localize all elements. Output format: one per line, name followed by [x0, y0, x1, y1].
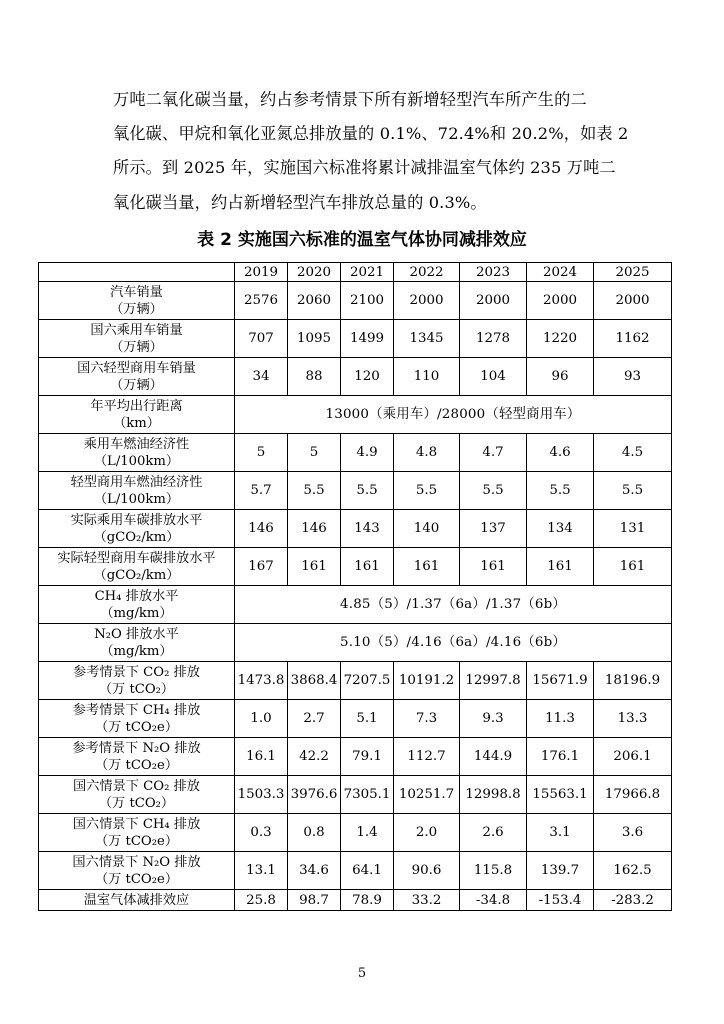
row-label-line: （mg/km） [100, 643, 173, 659]
value-cell: 4.5 [594, 434, 672, 472]
value-cell: 176.1 [527, 738, 594, 776]
value-cell: 34 [235, 358, 288, 396]
value-cell: -153.4 [527, 890, 594, 911]
row-label-line: （gCO₂/km） [93, 529, 180, 545]
value-cell: 0.8 [288, 814, 341, 852]
value-cell: 90.6 [394, 852, 460, 890]
value-cell: 1499 [341, 320, 394, 358]
paragraph-line: 氧化碳当量，约占新增轻型汽车排放总量的 0.3%。 [113, 192, 487, 212]
row-label-line: 温室气体减排效应 [83, 892, 190, 908]
row-label-cell [39, 358, 235, 396]
paragraph-line: 所示。到 2025 年，实施国六标准将累计减排温室气体约 235 万吨二 [113, 158, 616, 178]
year-header: 2019 [235, 263, 288, 282]
row-label-cell [39, 282, 235, 320]
value-cell: 5.5 [394, 472, 460, 510]
merged-value-cell: 13000（乘用车）/28000（轻型商用车） [235, 396, 672, 434]
row-label-line: 国六情景下 N₂O 排放 [72, 854, 201, 870]
value-cell: 143 [341, 510, 394, 548]
value-cell: 98.7 [288, 890, 341, 911]
table-row [39, 472, 672, 510]
table-row [39, 282, 672, 320]
value-cell: 1345 [394, 320, 460, 358]
value-cell: 2000 [460, 282, 527, 320]
value-cell: 3.6 [594, 814, 672, 852]
row-label-line: （万 tCO₂e） [94, 833, 179, 849]
year-header: 2025 [594, 263, 672, 282]
value-cell: 120 [341, 358, 394, 396]
row-label-line: 国六轻型商用车销量 [77, 360, 196, 376]
row-label-line: 国六情景下 CH₄ 排放 [72, 816, 201, 832]
row-label-cell [39, 852, 235, 890]
value-cell: 161 [594, 548, 672, 586]
value-cell: 4.9 [341, 434, 394, 472]
row-label-line: （L/100km） [93, 453, 180, 469]
year-header: 2021 [341, 263, 394, 282]
value-cell: 2.6 [460, 814, 527, 852]
row-label-line: 汽车销量 [110, 284, 163, 300]
value-cell: 2.0 [394, 814, 460, 852]
table-header-row [39, 263, 672, 282]
value-cell: 33.2 [394, 890, 460, 911]
value-cell: 137 [460, 510, 527, 548]
header-corner-cell [39, 263, 235, 282]
value-cell: 110 [394, 358, 460, 396]
paragraph-line: 万吨二氧化碳当量，约占参考情景下所有新增轻型汽车所产生的二 [113, 90, 587, 109]
value-cell: 1220 [527, 320, 594, 358]
value-cell: 3.1 [527, 814, 594, 852]
value-cell: 1162 [594, 320, 672, 358]
row-label-cell [39, 586, 235, 624]
value-cell: 139.7 [527, 852, 594, 890]
value-cell: 10191.2 [394, 662, 460, 700]
value-cell: 13.1 [235, 852, 288, 890]
row-label-line: （万 tCO₂） [98, 681, 175, 697]
row-label-cell [39, 434, 235, 472]
paragraph-line: 氧化碳、甲烷和氧化亚氮总排放量的 0.1%、72.4%和 20.2%，如表 2 [113, 124, 629, 144]
value-cell: 112.7 [394, 738, 460, 776]
table-row [39, 624, 672, 662]
value-cell: 140 [394, 510, 460, 548]
value-cell: 3976.6 [288, 776, 341, 814]
row-label-line: N₂O 排放水平 [94, 626, 179, 642]
value-cell: 161 [394, 548, 460, 586]
value-cell: 4.6 [527, 434, 594, 472]
row-label-cell [39, 396, 235, 434]
table-row [39, 434, 672, 472]
row-label-line: （mg/km） [100, 605, 173, 621]
row-label-cell [39, 890, 235, 911]
value-cell: 78.9 [341, 890, 394, 911]
row-label-cell [39, 472, 235, 510]
row-label-line: （万 tCO₂e） [94, 757, 179, 773]
table-row [39, 510, 672, 548]
value-cell: 2576 [235, 282, 288, 320]
table-row [39, 890, 672, 911]
row-label-line: （万辆） [110, 301, 163, 317]
page-number: 5 [357, 966, 367, 981]
row-label-line: 乘用车燃油经济性 [83, 436, 190, 452]
row-label-line: 实际轻型商用车碳排放水平 [57, 550, 216, 566]
row-label-line: （km） [113, 415, 160, 431]
row-label-line: （万 tCO₂） [98, 795, 175, 811]
value-cell: 2000 [527, 282, 594, 320]
row-label-cell [39, 814, 235, 852]
row-label-line: （gCO₂/km） [93, 567, 180, 583]
merged-value-cell: 4.85（5）/1.37（6a）/1.37（6b） [235, 586, 672, 624]
table-row [39, 548, 672, 586]
row-label-line: 实际乘用车碳排放水平 [70, 512, 203, 528]
row-label-cell [39, 738, 235, 776]
value-cell: 146 [288, 510, 341, 548]
value-cell: 5 [235, 434, 288, 472]
value-cell: 4.7 [460, 434, 527, 472]
value-cell: 144.9 [460, 738, 527, 776]
value-cell: 17966.8 [594, 776, 672, 814]
value-cell: 5.5 [288, 472, 341, 510]
value-cell: 3868.4 [288, 662, 341, 700]
value-cell: 2060 [288, 282, 341, 320]
row-label-line: 国六情景下 CO₂ 排放 [73, 778, 200, 794]
value-cell: 146 [235, 510, 288, 548]
value-cell: 2000 [594, 282, 672, 320]
value-cell: 161 [460, 548, 527, 586]
row-label-line: （L/100km） [93, 491, 180, 507]
table-row [39, 586, 672, 624]
value-cell: 93 [594, 358, 672, 396]
value-cell: 88 [288, 358, 341, 396]
value-cell: 0.3 [235, 814, 288, 852]
value-cell: 16.1 [235, 738, 288, 776]
value-cell: -283.2 [594, 890, 672, 911]
value-cell: 34.6 [288, 852, 341, 890]
row-label-line: 参考情景下 CO₂ 排放 [73, 664, 200, 680]
value-cell: 131 [594, 510, 672, 548]
value-cell: 25.8 [235, 890, 288, 911]
value-cell: 161 [288, 548, 341, 586]
row-label-line: 参考情景下 CH₄ 排放 [72, 702, 201, 718]
row-label-cell [39, 510, 235, 548]
value-cell: 64.1 [341, 852, 394, 890]
row-label-line: （万辆） [110, 377, 163, 393]
value-cell: 42.2 [288, 738, 341, 776]
value-cell: 12998.8 [460, 776, 527, 814]
table-row [39, 358, 672, 396]
table-row [39, 320, 672, 358]
table-row [39, 738, 672, 776]
year-header: 2022 [394, 263, 460, 282]
value-cell: 1473.8 [235, 662, 288, 700]
value-cell: 1095 [288, 320, 341, 358]
value-cell: 2.7 [288, 700, 341, 738]
value-cell: 162.5 [594, 852, 672, 890]
row-label-line: 年平均出行距离 [90, 398, 183, 414]
table-row [39, 852, 672, 890]
value-cell: 7.3 [394, 700, 460, 738]
value-cell: 5.7 [235, 472, 288, 510]
body-paragraph [113, 83, 629, 220]
table-row [39, 662, 672, 700]
value-cell: 96 [527, 358, 594, 396]
value-cell: 1278 [460, 320, 527, 358]
row-label-line: （万 tCO₂e） [94, 871, 179, 887]
value-cell: 5.5 [341, 472, 394, 510]
value-cell: 5 [288, 434, 341, 472]
value-cell: 5.5 [527, 472, 594, 510]
value-cell: -34.8 [460, 890, 527, 911]
value-cell: 12997.8 [460, 662, 527, 700]
value-cell: 2100 [341, 282, 394, 320]
row-label-line: CH₄ 排放水平 [94, 588, 179, 604]
row-label-line: 轻型商用车燃油经济性 [70, 474, 203, 490]
table-caption: 表 2 实施国六标准的温室气体协同减排效应 [197, 230, 527, 250]
value-cell: 167 [235, 548, 288, 586]
year-header: 2023 [460, 263, 527, 282]
row-label-line: （万 tCO₂e） [94, 719, 179, 735]
value-cell: 15563.1 [527, 776, 594, 814]
row-label-cell [39, 320, 235, 358]
value-cell: 5.1 [341, 700, 394, 738]
value-cell: 11.3 [527, 700, 594, 738]
table-row [39, 814, 672, 852]
value-cell: 707 [235, 320, 288, 358]
row-label-cell [39, 776, 235, 814]
year-header: 2020 [288, 263, 341, 282]
value-cell: 9.3 [460, 700, 527, 738]
value-cell: 134 [527, 510, 594, 548]
row-label-cell [39, 548, 235, 586]
value-cell: 7207.5 [341, 662, 394, 700]
value-cell: 115.8 [460, 852, 527, 890]
value-cell: 18196.9 [594, 662, 672, 700]
value-cell: 1.0 [235, 700, 288, 738]
value-cell: 7305.1 [341, 776, 394, 814]
value-cell: 206.1 [594, 738, 672, 776]
year-header: 2024 [527, 263, 594, 282]
row-label-cell [39, 624, 235, 662]
value-cell: 13.3 [594, 700, 672, 738]
row-label-line: 参考情景下 N₂O 排放 [72, 740, 201, 756]
table-row [39, 700, 672, 738]
row-label-cell [39, 662, 235, 700]
value-cell: 2000 [394, 282, 460, 320]
emissions-table [38, 262, 672, 911]
value-cell: 10251.7 [394, 776, 460, 814]
table-row [39, 776, 672, 814]
value-cell: 15671.9 [527, 662, 594, 700]
value-cell: 1.4 [341, 814, 394, 852]
table-row [39, 396, 672, 434]
value-cell: 4.8 [394, 434, 460, 472]
merged-value-cell: 5.10（5）/4.16（6a）/4.16（6b） [235, 624, 672, 662]
row-label-cell [39, 700, 235, 738]
value-cell: 5.5 [594, 472, 672, 510]
row-label-line: 国六乘用车销量 [90, 322, 183, 338]
value-cell: 1503.3 [235, 776, 288, 814]
value-cell: 79.1 [341, 738, 394, 776]
value-cell: 161 [341, 548, 394, 586]
row-label-line: （万辆） [110, 339, 163, 355]
value-cell: 104 [460, 358, 527, 396]
value-cell: 161 [527, 548, 594, 586]
value-cell: 5.5 [460, 472, 527, 510]
